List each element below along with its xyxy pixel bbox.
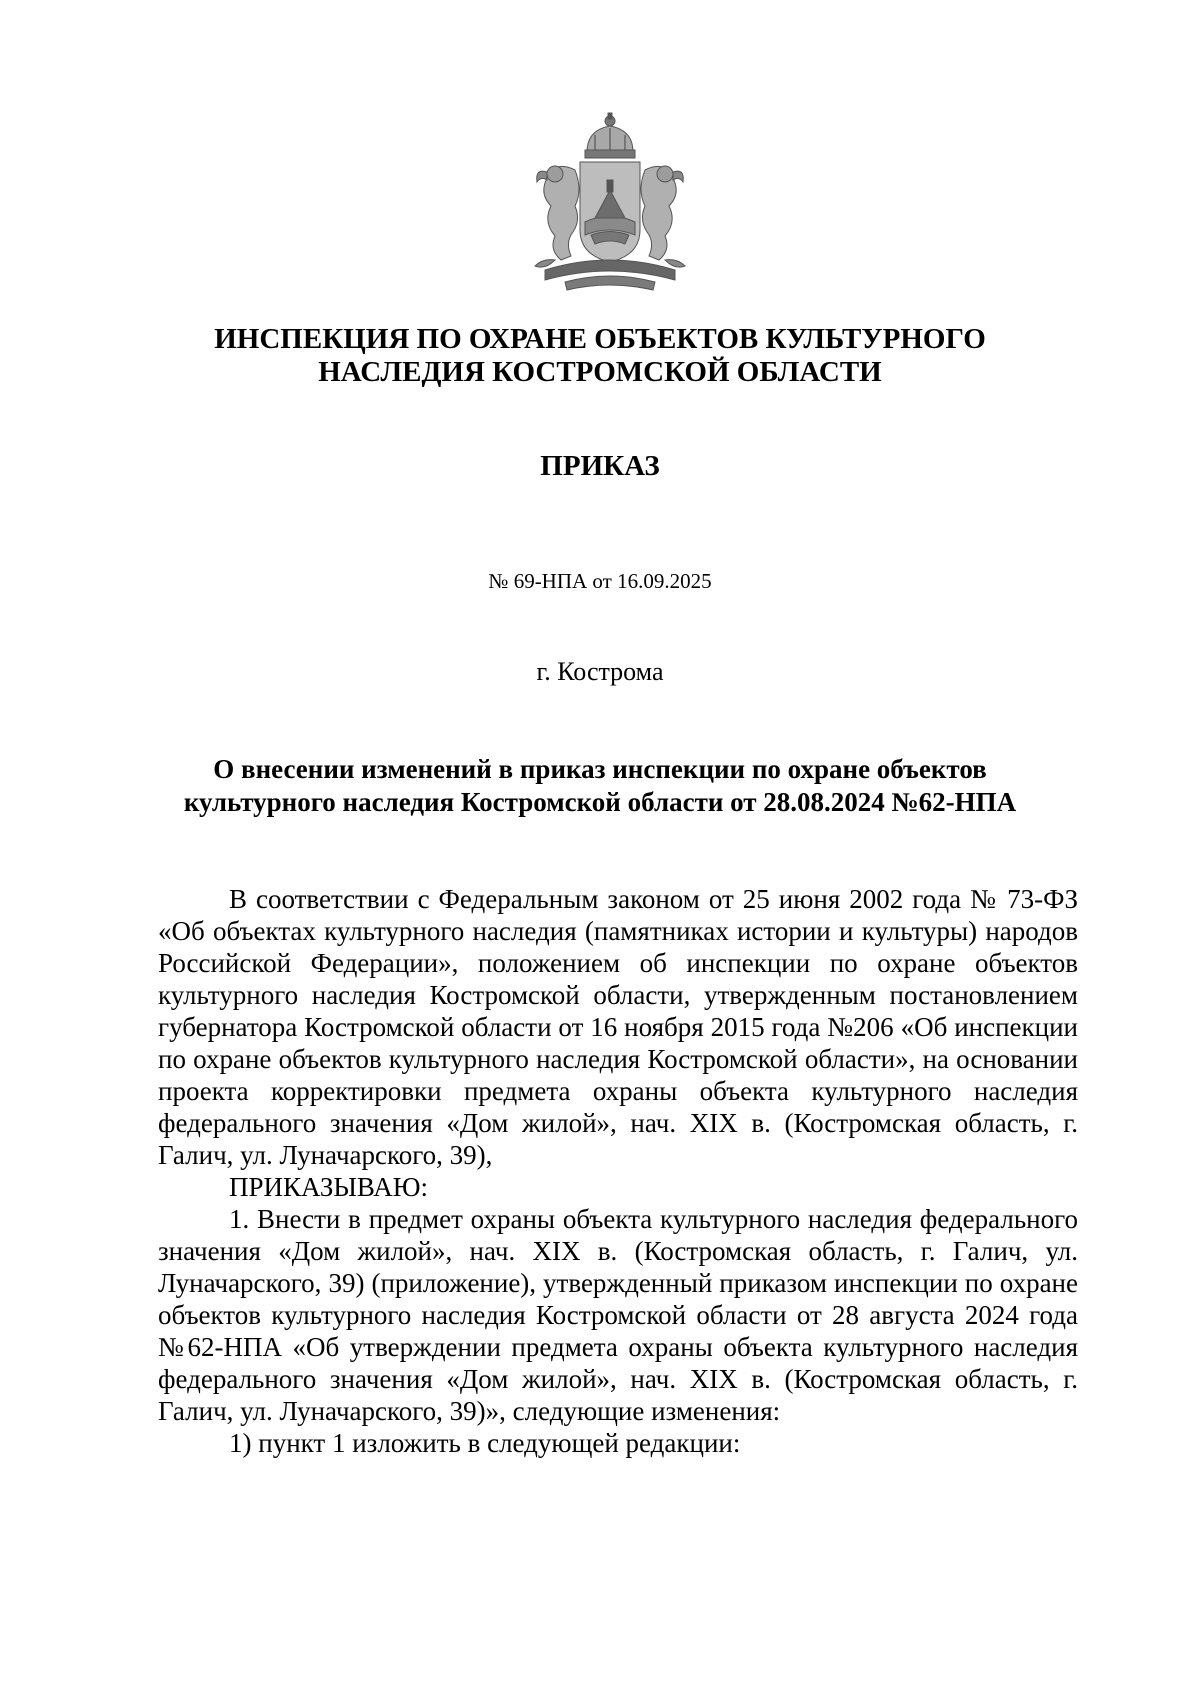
document-subject [100, 753, 1100, 819]
document-city: г. Кострома [536, 657, 664, 686]
order-word: ПРИКАЗЫВАЮ: [229, 1172, 428, 1202]
document-body [158, 883, 1078, 1459]
document-number: № 69-НПА от 16.09.2025 [488, 569, 712, 593]
organization-name-line1: ИНСПЕКЦИЯ ПО ОХРАНЕ ОБЪЕКТОВ КУЛЬТУРНОГО [214, 323, 986, 355]
coat-of-arms-icon [525, 110, 695, 295]
item-1-paragraph: 1. Внести в предмет охраны объекта культурного наследия федерального значения «Дом жилой», нач. XIX в. (Костромская область, г. Галич, ул. Луначарского, 39) (приложение), утвержденный приказом инспекции по охране объектов культурного наследия Костромской области от 28 августа 2024 года №62-НПА «Об утверждении предмета охраны объекта культурного наследия федерального значения «Дом жилой», нач. XIX в. (Костромская область, г. Галич, ул. Луначарского, 39)», следующие изменения: [158, 1204, 1078, 1426]
document-type: ПРИКАЗ [540, 450, 660, 482]
organization-name [100, 323, 1100, 389]
subject-line2: культурного наследия Костромской области от 28.08.2024 №62-НПА [183, 787, 1017, 817]
organization-name-line2: НАСЛЕДИЯ КОСТРОМСКОЙ ОБЛАСТИ [318, 356, 882, 388]
subitem-1-paragraph: 1) пункт 1 изложить в следующей редакции: [229, 1428, 741, 1458]
preamble-paragraph: В соответствии с Федеральным законом от 25 июня 2002 года № 73-ФЗ «Об объектах культурного наследия (памятниках истории и культуры) народов Российской Федерации», положением об инспекции по охране объектов культурного наследия Костромской области, утвержденным постановлением губернатора Костромской области от 16 ноября 2015 года №206 «Об инспекции по охране объектов культурного наследия Костромской области», на основании проекта корректировки предмета охраны объекта культурного наследия федерального значения «Дом жилой», нач. XIX в. (Костромская область, г. Галич, ул. Луначарского, 39), [158, 884, 1078, 1170]
subject-line1: О внесении изменений в приказ инспекции по охране объектов [213, 754, 987, 784]
